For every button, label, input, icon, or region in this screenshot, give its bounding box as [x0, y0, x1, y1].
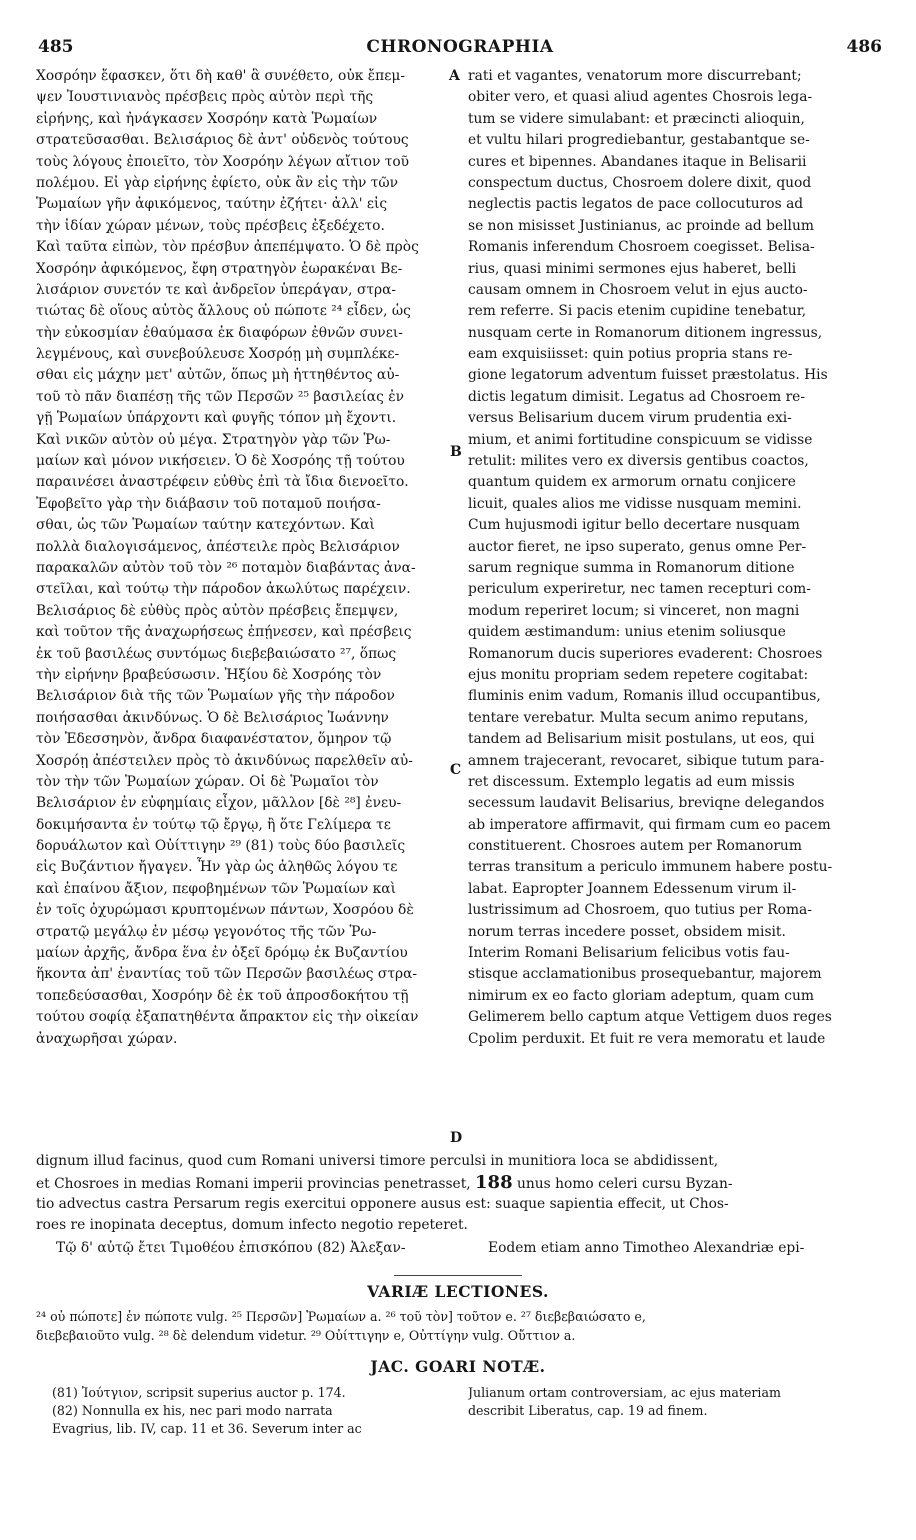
text-line: λισάριον συνετόν τε καὶ ἀνδρεῖον ὑπεράγαν, στρα- — [36, 281, 397, 298]
goari-notae-heading: JAC. GOARI NOTÆ. — [370, 1357, 546, 1376]
notae-right-column — [468, 1384, 878, 1420]
column-number: 188 — [475, 1172, 513, 1194]
text-line: τὴν ἰδίαν χώραν μένων, τοὺς πρέσβεις ἐξεδέχετο. — [36, 217, 385, 234]
text-line: στεῖλαι, καὶ τούτῳ τὴν πάροδον ἀκωλύτως παρέχειν. — [36, 581, 411, 598]
text-line: causam omnem in Chosroem velut in ejus aucto- — [468, 281, 808, 298]
left-page-number: 485 — [38, 37, 74, 57]
text-line: δορυάλωτον καὶ Οὐίττιγην ²⁹ (81) τοὺς δύο βασιλεῖς — [36, 838, 406, 855]
text-line: Καὶ νικῶν αὐτὸν οὐ μέγα. Στρατηγὸν γὰρ τῶν Ῥω- — [36, 431, 391, 448]
text-line: παρακαλῶν αὐτὸν τοῦ τὸν ²⁶ ποταμὸν διαβάντας ἀνα- — [36, 559, 416, 576]
text-line: στρατεῦσασθαι. Βελισάριος δὲ ἀντ' οὐδενὸς τούτους — [36, 132, 409, 149]
text-line: Χοσρόῃ ἀπέστειλεν πρὸς τὸ ἀκινδύνως παρελθεῖν αὐ- — [36, 752, 413, 769]
text-line: τιώτας δὲ οἵους αὐτὸς ἄλλους οὐ πώποτε ²⁴ εἶδεν, ὡς — [36, 303, 411, 320]
notae-left-column — [52, 1384, 452, 1438]
text-line: τὸν Ἐδεσσηνὸν, ἄνδρα διαφανέστατον, ὅμηρον τῷ — [36, 731, 392, 748]
text-line: τοῦ τὸ πᾶν διαπέσῃ τῆς τῶν Περσῶν ²⁵ βασιλείας ἐν — [36, 388, 405, 405]
text-line: λεγμένους, καὶ συνεβούλευσε Χοσρόῃ μὴ συμπλέκε- — [36, 346, 400, 363]
text-line: μαίων ἀρχῆς, ἄνδρα ἕνα ἐν ὀξεῖ δρόμῳ ἐκ Βυζαντίου — [36, 945, 408, 962]
text-line: Ῥωμαίων γῆν ἀφικόμενος, ταύτην ἐζήτει· ἀλλ' εἰς — [36, 196, 388, 213]
text-line: Βελισάριον ἐν εὐφημίαις εἶχον, μᾶλλον [δὲ ²⁸] ἐνευ- — [36, 795, 402, 812]
full-width-line: dignum illud facinus, quod cum Romani universi timore perculsi in munitiora loca se abdidissent, — [36, 1153, 719, 1169]
text-line: et vultu hilari progrediebantur, gestabantque se- — [468, 132, 810, 149]
full-width-line: tio advectus castra Persarum regis exercitui opponere ausus est: suaque sapientia effecit, ut Chos- — [36, 1195, 729, 1212]
text-line: rem referre. Si pacis etenim cupidine tenebatur, — [468, 303, 807, 320]
text-line: καὶ τοῦτον τῆς ἀναχωρήσεως ἐπῄνεσεν, καὶ πρέσβεις — [36, 624, 412, 641]
full-width-line: roes re inopinata deceptus, domum infecto negotio repeteret. — [36, 1217, 468, 1234]
text-line: retulit: milites vero ex diversis gentibus coactos, — [468, 453, 809, 470]
note-line: Evagrius, lib. IV, cap. 11 et 36. Severum inter ac — [52, 1421, 362, 1436]
text-line: ab imperatore affirmavit, qui firmam cum eo pacem — [468, 816, 831, 833]
variae-line: ²⁴ οὐ πώποτε] ἐν πώποτε vulg. ²⁵ Περσῶν] Ῥωμαίων a. ²⁶ τοῦ τὸν] τοῦτον e. ²⁷ διεβεβαιώσατο e, — [36, 1309, 646, 1324]
latin-column — [468, 66, 878, 1050]
final-latin-line: Eodem etiam anno Timotheo Alexandriæ epi- — [488, 1240, 805, 1256]
note-line: describit Liberatus, cap. 19 ad finem. — [468, 1403, 708, 1418]
text-line: labat. Eapropter Joannem Edessenum virum il- — [468, 880, 797, 897]
section-rule — [394, 1275, 522, 1276]
text-line: dictis legatum dimisit. Legatus ad Chosroem re- — [468, 388, 805, 405]
text-line: πολέμου. Εἰ γὰρ εἰρήνης ἐφίετο, οὐκ ἂν εἰς τὴν τῶν — [36, 174, 399, 191]
text-line: auctor fieret, ne ipso superato, genus omne Per- — [468, 538, 807, 555]
note-line: (82) Nonnulla ex his, nec pari modo narrata — [52, 1403, 333, 1418]
text-line: terras transitum a periculo immunem habere postu- — [468, 859, 833, 876]
text-line: τούτου σοφίᾳ ἐξαπατηθέντα ἄπρακτον εἰς τὴν οἰκείαν — [36, 1009, 419, 1026]
text-line: periculum experiretur, nec tamen recepturi com- — [468, 581, 811, 598]
text-line: tum se videre simulabant: et præcincti alioquin, — [468, 110, 805, 127]
text-line: lustrissimum ad Chosroem, quo tutius per Roma- — [468, 902, 812, 919]
margin-marker-c: C — [450, 762, 462, 778]
text-line: Χοσρόην ἔφασκεν, ὅτι δὴ καθ' ἃ συνέθετο, οὐκ ἔπεμ- — [36, 68, 406, 84]
text-line: Romanis inferendum Chosroem coegisset. Belisa- — [468, 239, 815, 256]
variae-lectiones — [36, 1308, 878, 1345]
text-line: rius, quasi minimi sermones ejus haberet, belli — [468, 260, 797, 277]
text-line: obiter vero, et quasi aliud agentes Chosrois lega- — [468, 89, 813, 106]
text-line: nimirum ex eo facto gloriam adeptum, quam cum — [468, 987, 814, 1004]
text-line: εἰρήνης, καὶ ἠνάγκασεν Χοσρόην κατὰ Ῥωμαίων — [36, 110, 378, 127]
text-line: Βελισάριον διὰ τῆς τῶν Ῥωμαίων γῆς τὴν πάροδον — [36, 688, 395, 705]
text-line: τὴν εὐκοσμίαν ἐθαύμασα ἐκ διαφόρων ἐθνῶν συνει- — [36, 324, 403, 341]
text-line: ret discessum. Extemplo legatis ad eum missis — [468, 773, 795, 790]
text-line: quidem æstimandum: unius etenim soliusque — [468, 624, 786, 641]
text-line: cures et bipennes. Abandanes itaque in Belisarii — [468, 153, 807, 170]
text-line: amnem trajecerant, revocaret, sibique tutum para- — [468, 752, 825, 769]
variae-lectiones-heading: VARIÆ LECTIONES. — [367, 1282, 549, 1301]
text-line: Cum hujusmodi igitur bello decertare nusquam — [468, 517, 800, 534]
text-line: tandem ad Belisarium misit postulans, ut eos, qui — [468, 731, 815, 748]
text-line: gione legatorum adventum fuisset præstolatus. His — [468, 367, 828, 384]
margin-marker-b: B — [450, 444, 462, 460]
text-line: τὴν εἰρήνην βραβεύσωσιν. Ἠξίου δὲ Χοσρόης τὸν — [36, 666, 382, 683]
text-line: στρατῷ μεγάλῳ ἐν μέσῳ γεγονότος τῆς τῶν Ῥω- — [36, 923, 377, 940]
text-line: σθαι, ὡς τῶν Ῥωμαίων ταύτην κατεχόντων. Καὶ — [36, 517, 375, 534]
text-line: ποιήσασθαι ἀκινδύνως. Ὁ δὲ Βελισάριος Ἰωάννην — [36, 709, 389, 726]
running-header — [38, 37, 882, 61]
text-line: δοκιμήσαντα ἐν τούτῳ τῷ ἔργῳ, ἢ ὅτε Γελίμερα τε — [36, 816, 391, 833]
text-line: se non misisset Justinianus, ac proinde ad bellum — [468, 217, 814, 234]
margin-marker-a: A — [449, 68, 460, 84]
variae-line: διεβεβαιοῦτο vulg. ²⁸ δὲ delendum videtur. ²⁹ Οὐίττιγην e, Οὐττίγην vulg. Οὔττιον a. — [36, 1327, 576, 1343]
text-line: τὸν τὴν τῶν Ῥωμαίων χώραν. Οἱ δὲ Ῥωμαῖοι τὸν — [36, 773, 379, 790]
text-line: γῇ Ῥωμαίων ὑπάρχοντι καὶ φυγῆς τόπον μὴ ἔχοντι. — [36, 410, 397, 427]
text-line: fluminis enim vadum, Romanis illud occupantibus, — [468, 688, 821, 705]
margin-marker-d: D — [450, 1130, 463, 1146]
right-page-number: 486 — [846, 37, 882, 57]
text-line: Cpolim perduxit. Et fuit re vera memoratu et laude — [468, 1030, 826, 1047]
text-line: Ἐφοβεῖτο γὰρ τὴν διάβασιν τοῦ ποταμοῦ ποιήσα- — [36, 495, 381, 512]
full-width-line: et Chosroes in medias Romani imperii provincias penetrasset, 188 unus homo celeri cursu Byzan- — [36, 1172, 733, 1194]
text-line: constituerent. Chosroes autem per Romanorum — [468, 838, 802, 855]
text-line: nusquam certe in Romanorum ditionem ingressus, — [468, 324, 823, 341]
note-line: (81) Ἰούτγιον, scripsit superius auctor p. 174. — [52, 1385, 346, 1400]
text-line: καὶ ἐπαίνου ἄξιον, πεφοβημένων τῶν Ῥωμαίων καὶ — [36, 880, 397, 897]
text-line: τοπεδεύσασθαι, Χοσρόην δὲ ἐκ τοῦ ἀπροσδοκήτου τῇ — [36, 987, 409, 1004]
text-line: εἰς Βυζάντιον ἤγαγεν. Ἦν γὰρ ὡς ἀληθῶς λόγου τε — [36, 859, 398, 876]
text-line: secessum laudavit Belisarius, breviqne delegandos — [468, 795, 825, 812]
text-line: modum reperiret locum; si vinceret, non magni — [468, 602, 800, 619]
text-line: ψεν Ἰουστινιανὸς πρέσβεις πρὸς αὐτὸν περὶ τῆς — [36, 89, 374, 106]
text-line: norum terras incedere posset, obsidem misit. — [468, 923, 786, 940]
text-line: Καὶ ταῦτα εἰπὼν, τὸν πρέσβυν ἀπεπέμψατο. Ὁ δὲ πρὸς — [36, 239, 419, 256]
text-line: ἥκοντα ἀπ' ἐναντίας τοῦ τῶν Περσῶν βασιλέως στρα- — [36, 966, 418, 983]
text-line: σθαι εἰς μάχην μετ' αὐτῶν, ὅπως μὴ ἡττηθέντος αὐ- — [36, 367, 400, 384]
text-line: Romanorum ducis superiores evaderent: Chosroes — [468, 645, 823, 662]
text-line: tentare verebatur. Multa secum animo reputans, — [468, 709, 809, 726]
text-line: ejus monitu propriam sedem repetere cogitabat: — [468, 666, 809, 683]
text-line: quantum quidem ex armorum ornatu conjicere — [468, 474, 796, 491]
text-line: πολλὰ διαλογισάμενος, ἀπέστειλε πρὸς Βελισάριον — [36, 538, 400, 555]
text-line: conspectum ductus, Chosroem dolere dixit, quod — [468, 174, 812, 191]
text-line: stisque acclamationibus prosequebantur, majorem — [468, 966, 822, 983]
text-line: sarum regnique summa in Romanorum ditione — [468, 559, 795, 576]
text-line: Βελισάριος δὲ εὐθὺς πρὸς αὐτὸν πρέσβεις ἔπεμψεν, — [36, 602, 399, 619]
note-line: Julianum ortam controversiam, ac ejus materiam — [468, 1385, 781, 1400]
greek-column — [36, 66, 446, 1050]
final-greek-line: Τῷ δ' αὐτῷ ἔτει Τιμοθέου ἐπισκόπου (82) Ἀλεξαν- — [56, 1240, 406, 1256]
text-line: mium, et animi fortitudine conspicuum se vidisse — [468, 431, 813, 448]
text-line: versus Belisarium ducem virum prudentia exi- — [468, 410, 792, 427]
text-line: rati et vagantes, venatorum more discurrebant; — [468, 68, 802, 84]
text-line: ἀναχωρῆσαι χώραν. — [36, 1030, 178, 1047]
text-line: eam exquisiisset: quin potius propria stans re- — [468, 346, 793, 363]
text-line: παραινέσει ἀναστρέφειν εὐθὺς ἐπὶ τὰ ἴδια διενοεῖτο. — [36, 474, 409, 491]
text-line: ἐκ τοῦ βασιλέως συντόμως διεβεβαιώσατο ²⁷, ὅπως — [36, 645, 397, 662]
full-width-paragraph — [36, 1151, 878, 1237]
text-line: neglectis pactis legatos de pace collocuturos ad — [468, 196, 804, 213]
text-line: μαίων καὶ μόνον νικήσειεν. Ὁ δὲ Χοσρόης τῇ τούτου — [36, 453, 405, 470]
text-line: licuit, quales alios me vidisse nusquam memini. — [468, 495, 802, 512]
text-line: τοὺς λόγους ἐποιεῖτο, τὸν Χοσρόην λέγων αἴτιον τοῦ — [36, 153, 410, 170]
running-title: CHRONOGRAPHIA — [366, 37, 554, 57]
text-line: Gelimerem bello captum atque Vettigem duos reges — [468, 1009, 832, 1026]
text-line: Interim Romani Belisarium felicibus votis fau- — [468, 945, 790, 962]
text-line: ἐν τοῖς ὀχυρώμασι κρυπτομένων πάντων, Χοσρόου δὲ — [36, 902, 414, 919]
text-line: Χοσρόην ἀφικόμενος, ἔφη στρατηγὸν ἑωρακέναι Βε- — [36, 260, 403, 277]
